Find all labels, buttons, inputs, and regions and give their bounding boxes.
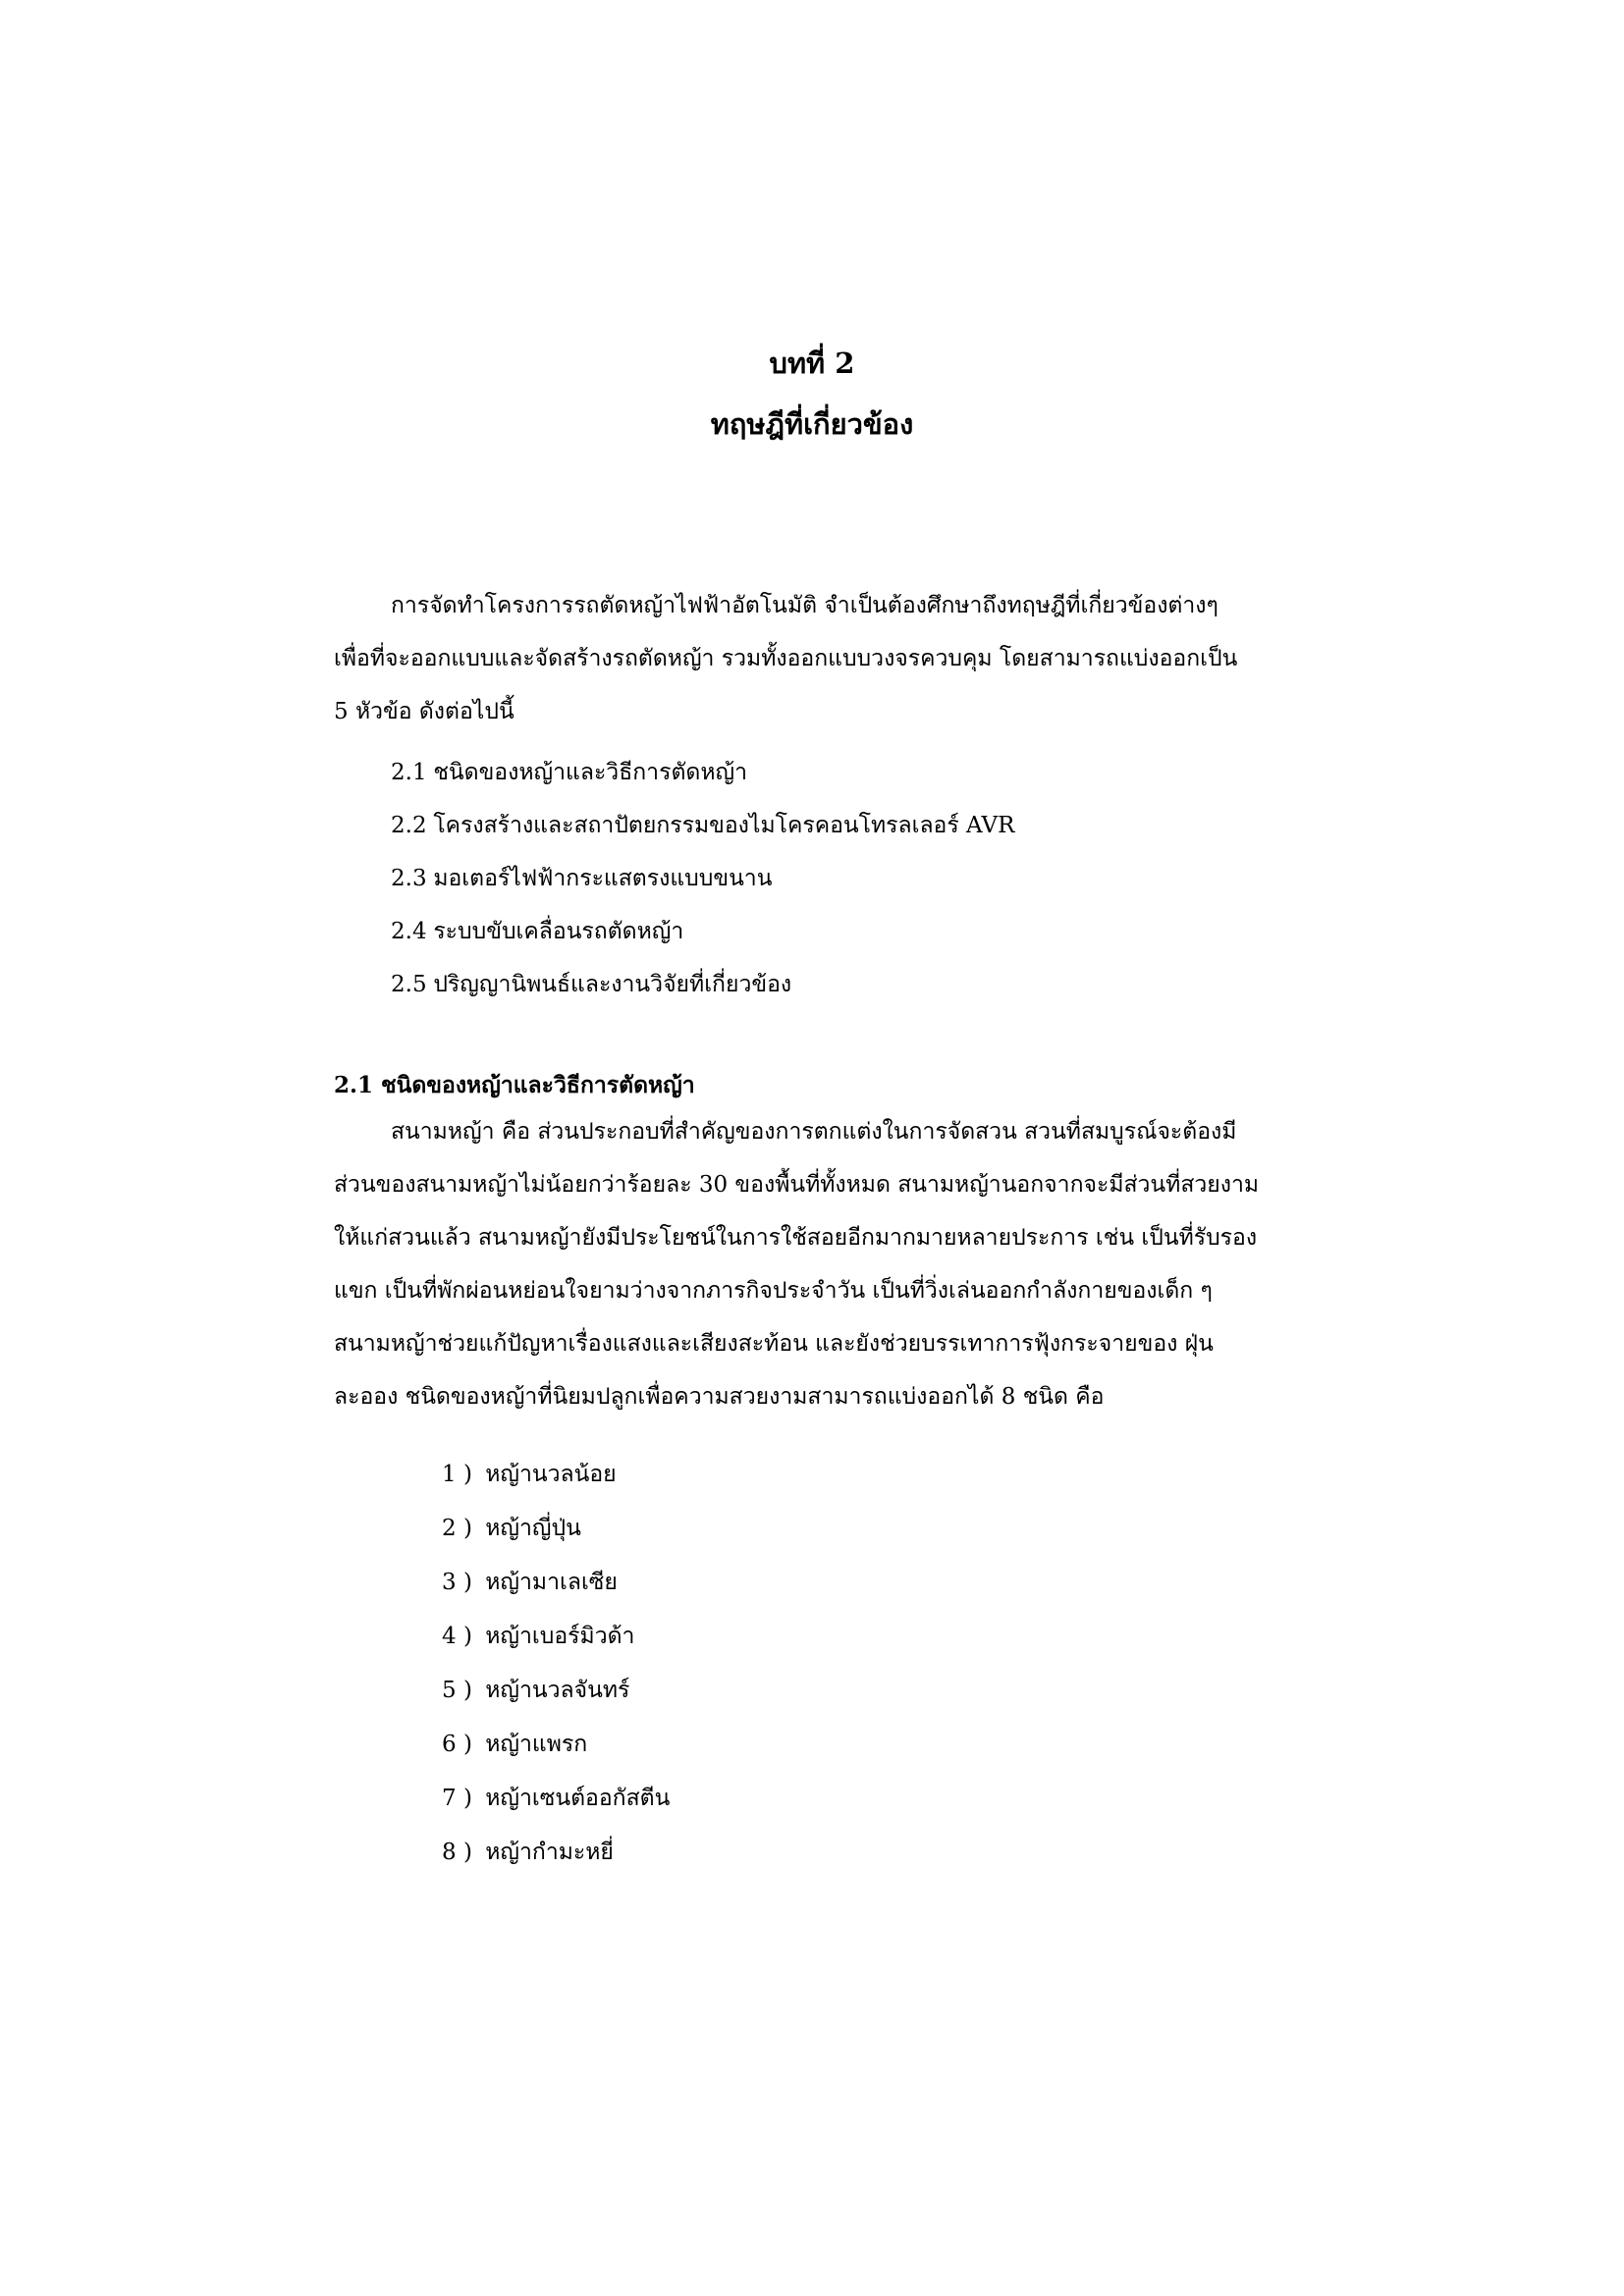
topic-label: โครงสร้างและสถาปัตยกรรมของไมโครคอนโทรลเลอร์ AVR: [433, 813, 1015, 838]
grass-type-number: 6 ): [442, 1732, 472, 1757]
topic-list: [391, 746, 1014, 1011]
chapter-number: บทที่ 2: [769, 347, 855, 380]
topic-number: 2.4: [391, 919, 427, 944]
grass-type-label: หญ้าเบอร์มิวด้า: [485, 1624, 635, 1649]
intro-line: เพื่อที่จะออกแบบและจัดสร้างรถตัดหญ้า รวมทั้งออกแบบวงจรควบคุม โดยสามารถแบ่งออกเป็น: [334, 646, 1238, 671]
grass-type-label: หญ้ามาเลเซีย: [485, 1570, 618, 1595]
topic-item: [391, 746, 1014, 799]
section-line: ส่วนของสนามหญ้าไม่น้อยกว่าร้อยละ 30 ของพื้นที่ทั้งหมด สนามหญ้านอกจากจะมีส่วนที่สวยงาม: [334, 1172, 1260, 1198]
grass-type-item: [442, 1826, 670, 1880]
grass-type-number: 4 ): [442, 1624, 472, 1649]
grass-type-number: 8 ): [442, 1840, 472, 1865]
grass-type-number: 3 ): [442, 1570, 472, 1595]
grass-type-number: 1 ): [442, 1462, 472, 1487]
section-line: ละออง ชนิดของหญ้าที่นิยมปลูกเพื่อความสวยงามสามารถแบ่งออกได้ 8 ชนิด คือ: [334, 1384, 1105, 1410]
section-line: แขก เป็นที่พักผ่อนหย่อนใจยามว่างจากภารกิจประจำวัน เป็นที่วิ่งเล่นออกกำลังกายของเด็ก ๆ: [334, 1278, 1213, 1304]
grass-type-label: หญ้านวลจันทร์: [485, 1678, 630, 1703]
grass-type-number: 7 ): [442, 1786, 472, 1811]
section-line: ให้แก่สวนแล้ว สนามหญ้ายังมีประโยชน์ในการใช้สอยอีกมากมายหลายประการ เช่น เป็นที่รับรอง: [334, 1225, 1258, 1251]
grass-type-item: [442, 1556, 670, 1610]
grass-type-item: [442, 1502, 670, 1556]
section-heading: 2.1 ชนิดของหญ้าและวิธีการตัดหญ้า: [334, 1072, 695, 1098]
grass-type-label: หญ้าญี่ปุ่น: [485, 1516, 581, 1541]
grass-type-label: หญ้านวลน้อย: [485, 1462, 617, 1487]
grass-type-item: [442, 1772, 670, 1826]
grass-type-item: [442, 1664, 670, 1718]
grass-type-item: [442, 1610, 670, 1664]
topic-number: 2.5: [391, 972, 427, 997]
section-line: สนามหญ้าช่วยแก้ปัญหาเรื่องแสงและเสียงสะท้อน และยังช่วยบรรเทาการฟุ้งกระจายของ ฝุ่น: [334, 1331, 1214, 1357]
topic-item: [391, 905, 1014, 958]
topic-label: ชนิดของหญ้าและวิธีการตัดหญ้า: [433, 760, 747, 785]
topic-label: ระบบขับเคลื่อนรถตัดหญ้า: [433, 919, 684, 944]
intro-line: การจัดทำโครงการรถตัดหญ้าไฟฟ้าอัตโนมัติ จำเป็นต้องศึกษาถึงทฤษฎีที่เกี่ยวข้องต่างๆ: [391, 593, 1218, 618]
grass-type-list: [442, 1448, 670, 1880]
intro-line: 5 หัวข้อ ดังต่อไปนี้: [334, 699, 514, 724]
grass-type-item: [442, 1448, 670, 1502]
grass-type-item: [442, 1718, 670, 1772]
topic-item: [391, 852, 1014, 905]
grass-type-label: หญ้ากำมะหยี่: [485, 1840, 614, 1865]
section-line: สนามหญ้า คือ ส่วนประกอบที่สำคัญของการตกแต่งในการจัดสวน สวนที่สมบูรณ์จะต้องมี: [391, 1119, 1237, 1145]
grass-type-label: หญ้าเซนต์ออกัสตีน: [485, 1786, 671, 1811]
grass-type-number: 2 ): [442, 1516, 472, 1541]
topic-label: ปริญญานิพนธ์และงานวิจัยที่เกี่ยวข้อง: [433, 972, 792, 997]
grass-type-number: 5 ): [442, 1678, 472, 1703]
section-paragraph: [334, 1105, 1384, 1423]
topic-number: 2.1: [391, 760, 427, 785]
topic-number: 2.3: [391, 866, 427, 891]
intro-paragraph: [334, 579, 1384, 738]
grass-type-label: หญ้าแพรก: [485, 1732, 588, 1757]
topic-item: [391, 958, 1014, 1011]
chapter-title: ทฤษฎีที่เกี่ยวข้อง: [710, 407, 914, 441]
topic-number: 2.2: [391, 813, 427, 838]
topic-label: มอเตอร์ไฟฟ้ากระแสตรงแบบขนาน: [433, 866, 773, 891]
topic-item: [391, 799, 1014, 852]
